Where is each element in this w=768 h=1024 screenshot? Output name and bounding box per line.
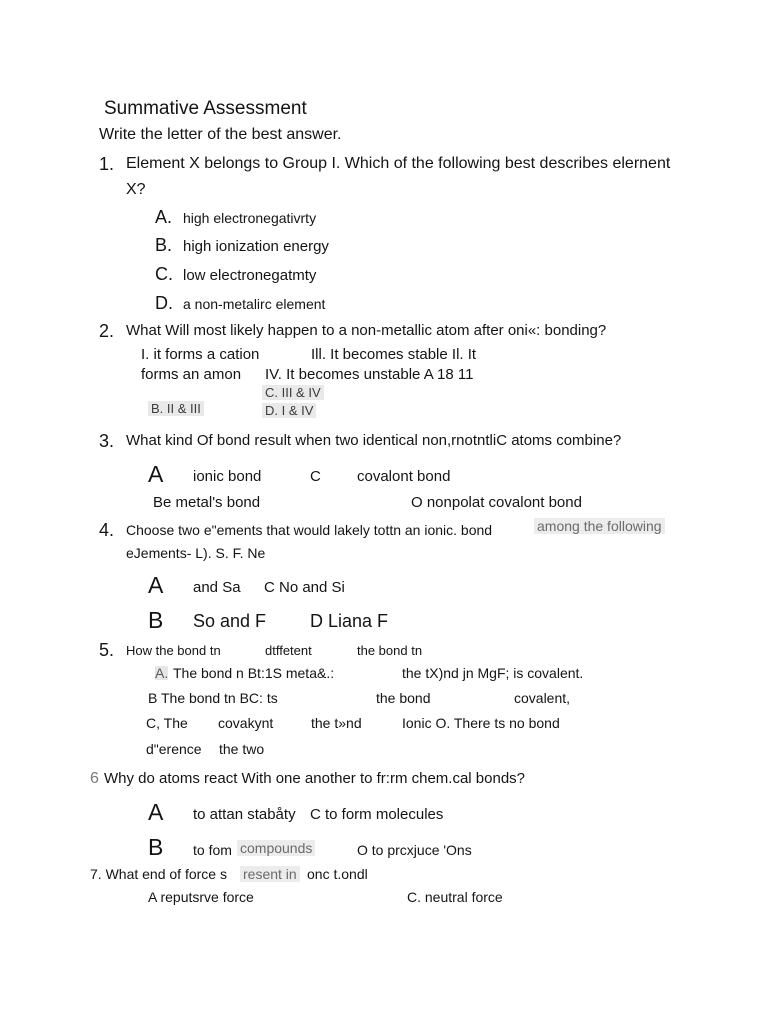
q4-pasted-text: among the following [534,518,665,534]
q4-option-c: C No and Si [264,579,345,596]
q5-text-part-2: dtffetent [265,643,312,658]
q5-number: 5. [99,640,115,660]
q3-text: What kind Of bond result when two identical non,rnotntliC atoms combine? [126,432,622,449]
q7-option-c: C. neutral force [407,889,503,905]
q4-text-cont: eJements- L). S. F. Ne [126,545,266,561]
q1-text: Element X belongs to Group I. Which of the following best describes elernent [126,155,671,172]
q1-option-d: a non-metalirc element [183,296,326,312]
q5-option-a-letter: A. [155,665,169,681]
q5-option-c-part-4: Ionic O. There ts no bond [402,715,560,731]
q3-option-a-letter: A [148,461,164,487]
q7-option-a: A reputsrve force [148,889,254,905]
q4-number: 4. [99,520,115,540]
q5-option-a-cont: the tX)nd jn MgF; is covalent. [402,665,584,681]
q2-number: 2. [99,321,115,341]
q5-option-d-part-2: the two [219,741,265,757]
q5-option-c-part-1: C, The [146,715,188,731]
q1-number: 1. [99,154,115,174]
q1-option-d-letter: D. [155,293,173,313]
q5-text-part-3: the bond tn [357,643,423,658]
q2-statement-2: forms an amon [141,366,242,383]
q2-pasted-option-b: B. II & III [148,401,204,416]
q1-option-b: high ionization energy [183,238,329,255]
q7-text-cont: onc t.ondl [307,866,368,882]
q4-option-a: and Sa [193,579,241,596]
q3-option-b: Be metal's bond [153,494,261,511]
q5-option-a: The bond n Bt:1S meta&.: [173,665,335,681]
q4-option-b-letter: B [148,607,164,633]
q5-option-b-part-1: B The bond tn BC: ts [148,690,278,706]
q1-option-b-letter: B. [155,235,173,255]
q5-text-part-1: How the bond tn [126,643,221,658]
q5-option-c-part-2: covakynt [218,715,274,731]
q7-pasted-text: resent in [240,866,300,882]
q2-statement-3: Ill. It becomes stable Il. It [311,346,477,363]
q6-option-a: to attan stabåty [193,806,296,823]
q4-option-b: So and F [193,611,267,631]
q3-option-d: O nonpolat covalont bond [411,494,582,511]
q1-option-a: high electronegativrty [183,210,317,226]
instructions: Write the letter of the best answer. [99,126,342,143]
q2-pasted-option-d: D. I & IV [262,403,316,418]
q6-option-c: C to form molecules [310,806,444,823]
q7-text: 7. What end of force s [90,866,227,882]
q3-option-c-letter: C [310,468,321,485]
q6-option-b-pasted: compounds [237,840,315,856]
q6-option-b: to fom [193,842,232,858]
q5-option-c-part-3: the t»nd [311,715,362,731]
q5-option-d-part-1: d"erence [146,741,202,757]
q6-option-b-letter: B [148,834,164,860]
q5-option-b-part-2: the bond [376,690,431,706]
q3-option-a: ionic bond [193,468,262,485]
q2-pasted-option-c: C. III & IV [262,385,324,400]
q3-number: 3. [99,431,115,451]
q3-option-c: covalont bond [357,468,451,485]
q4-option-a-letter: A [148,572,164,598]
q6-option-a-letter: A [148,799,164,825]
q2-statement-1: I. it forms a cation [141,346,260,363]
q6-number: 6 [90,770,99,787]
page-title: Summative Assessment [104,98,307,119]
q1-option-a-letter: A. [155,207,173,227]
q5-option-b-part-3: covalent, [514,690,571,706]
q4-text: Choose two e"ements that would lakely tottn an ionic. bond [126,522,493,538]
q1-option-c: low electronegatmty [183,267,317,284]
q2-text: What Will most likely happen to a non-metallic atom after oni«: bonding? [126,322,607,339]
q4-option-d: D Liana F [310,611,389,631]
q1-text-cont: X? [126,181,146,198]
q1-option-c-letter: C. [155,264,173,284]
q6-text: Why do atoms react With one another to fr:rm chem.cal bonds? [104,770,526,787]
q2-statement-4: IV. It becomes unstable A 18 11 [265,366,474,383]
q6-option-d: O to prcxjuce 'Ons [357,842,472,858]
